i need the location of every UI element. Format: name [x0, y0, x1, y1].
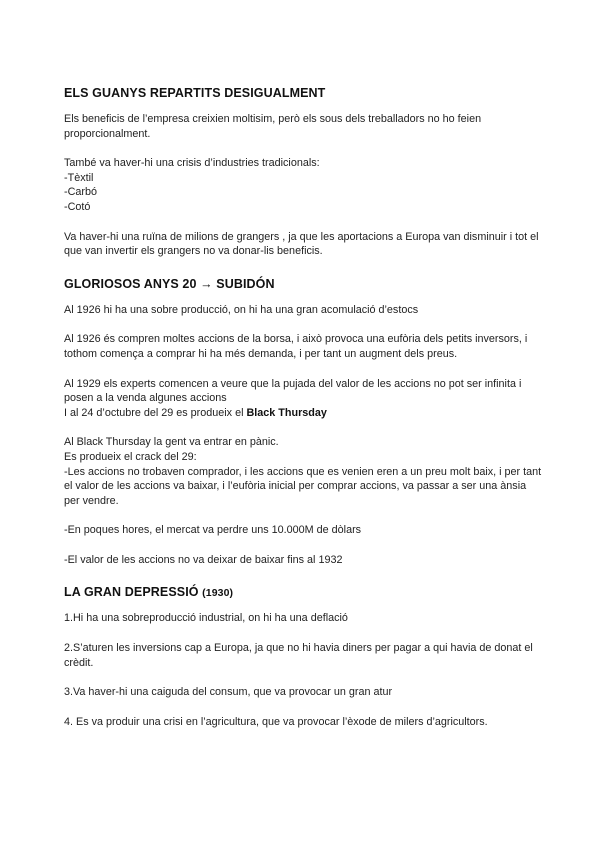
list-item: 3.Va haver-hi una caiguda del consum, que va provocar un gran atur	[64, 686, 393, 699]
paragraph: -El valor de les accions no va deixar de baixar fins al 1932	[64, 553, 343, 566]
list-item: -Cotó	[64, 200, 91, 213]
section-title-guanys: ELS GUANYS REPARTITS DESIGUALMENT	[64, 86, 326, 100]
text-line: Es produeix el crack del 29:	[64, 450, 197, 463]
crack-paragraph	[64, 435, 544, 508]
list-item: -Tèxtil	[64, 171, 94, 184]
paragraph: Va haver-hi una ruïna de milions de grangers , ja que les aportacions a Europa van disminuir i tot el que van invertir els grangers no va donar-lis beneficis.	[64, 230, 539, 258]
text-line: -Les accions no trobaven comprador, i les accions que es venien eren a un preu molt baix, i per tant el valor de les accions va baixar, i l’eufòria inicial per comprar accions, va passar a ser una ànsia per vendre.	[64, 465, 542, 507]
text-prefix: I al 24 d’octubre del 29 es produeix el	[64, 406, 247, 419]
paragraph: Al 1926 és compren moltes accions de la borsa, i això provoca una eufòria dels petits inversors, i tothom comença a comprar hi ha més demanda, i per tant un augment dels preus.	[64, 333, 528, 360]
section-title-anys-20: GLORIOSOS ANYS 20 → SUBIDÓN	[64, 276, 275, 291]
list-item: 4. Es va produir una crisi en l’agricultura, que va provocar l’èxode de milers d’agricultors.	[64, 715, 488, 728]
paragraph: Al 1926 hi ha una sobre producció, on hi ha una gran acomulació d’estocs	[64, 303, 419, 316]
industries-list	[64, 156, 544, 214]
title-year: (1930)	[202, 587, 234, 600]
document-body	[64, 86, 544, 729]
section-title-gran-depressio	[64, 585, 544, 599]
text-line: Al Black Thursday la gent va entrar en pànic.	[64, 436, 279, 449]
paragraph-black-thursday	[64, 406, 544, 421]
list-intro: També va haver-hi una crisis d’industries tradicionals:	[64, 157, 320, 170]
list-item: -Carbó	[64, 186, 98, 199]
list-item: 2.S’aturen les inversions cap a Europa, ja que no hi havia diners per pagar a qui havia de donat el crèdit.	[64, 642, 533, 669]
list-item: 1.Hi ha una sobreproducció industrial, on hi ha una deflació	[64, 612, 348, 625]
paragraph: Els beneficis de l’empresa creixien moltisim, però els sous dels treballadors no ho feien proporcionalment.	[64, 113, 482, 140]
title-text: LA GRAN DEPRESSIÓ	[64, 585, 199, 600]
black-thursday-bold: Black Thursday	[246, 406, 327, 419]
paragraph: Al 1929 els experts comencen a veure que la pujada del valor de les accions no pot ser infinita i posen a la venda algunes accions	[64, 377, 522, 405]
paragraph: -En poques hores, el mercat va perdre uns 10.000M de dòlars	[64, 524, 362, 537]
